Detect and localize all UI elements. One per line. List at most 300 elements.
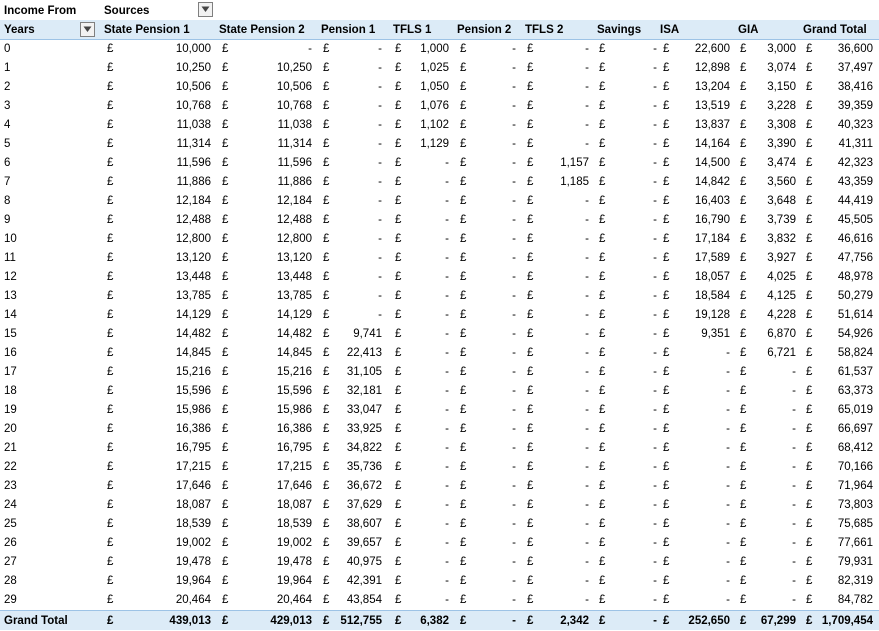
- currency-symbol: £: [395, 62, 402, 74]
- currency-symbol: £: [460, 195, 467, 207]
- value-cell: 43,854: [346, 594, 382, 606]
- value-cell: -: [445, 195, 449, 207]
- currency-symbol: £: [740, 138, 747, 150]
- value-cell: 1,000: [420, 43, 449, 55]
- value-cell: 13,519: [694, 100, 730, 112]
- value-cell: 10,250: [175, 62, 211, 74]
- table-row[interactable]: [0, 553, 879, 572]
- value-cell: -: [512, 442, 516, 454]
- currency-symbol: £: [107, 195, 114, 207]
- value-cell: -: [653, 290, 657, 302]
- currency-symbol: £: [222, 138, 229, 150]
- value-cell: 14,482: [175, 328, 211, 340]
- table-row[interactable]: [0, 439, 879, 458]
- currency-symbol: £: [460, 43, 467, 55]
- value-cell: 16,386: [175, 423, 211, 435]
- value-cell: -: [512, 157, 516, 169]
- column-header[interactable]: State Pension 1: [104, 24, 190, 36]
- value-cell: 3,739: [767, 214, 796, 226]
- value-cell: -: [585, 328, 589, 340]
- currency-symbol: £: [527, 575, 534, 587]
- currency-symbol: £: [740, 271, 747, 283]
- value-cell: 9,351: [701, 328, 730, 340]
- currency-symbol: £: [222, 404, 229, 416]
- currency-symbol: £: [599, 43, 606, 55]
- currency-symbol: £: [806, 347, 813, 359]
- value-cell: -: [445, 461, 449, 473]
- currency-symbol: £: [527, 81, 534, 93]
- currency-symbol: £: [740, 480, 747, 492]
- year-cell: 18: [4, 385, 17, 397]
- value-cell: 73,803: [837, 499, 873, 511]
- value-cell: 3,390: [767, 138, 796, 150]
- currency-symbol: £: [740, 309, 747, 321]
- currency-symbol: £: [527, 461, 534, 473]
- value-cell: 12,898: [694, 62, 730, 74]
- value-cell: -: [445, 594, 449, 606]
- currency-symbol: £: [323, 176, 330, 188]
- currency-symbol: £: [395, 404, 402, 416]
- currency-symbol: £: [599, 214, 606, 226]
- currency-symbol: £: [460, 423, 467, 435]
- pivot-body: [0, 40, 879, 610]
- value-cell: 10,000: [175, 43, 211, 55]
- currency-symbol: £: [663, 556, 670, 568]
- value-cell: -: [378, 252, 382, 264]
- currency-symbol: £: [527, 138, 534, 150]
- currency-symbol: £: [527, 233, 534, 245]
- currency-symbol: £: [740, 100, 747, 112]
- currency-symbol: £: [527, 271, 534, 283]
- value-cell: -: [512, 518, 516, 530]
- currency-symbol: £: [527, 594, 534, 606]
- value-cell: -: [726, 537, 730, 549]
- value-cell: -: [653, 271, 657, 283]
- currency-symbol: £: [599, 366, 606, 378]
- currency-symbol: £: [395, 176, 402, 188]
- currency-symbol: £: [323, 62, 330, 74]
- value-cell: 40,323: [837, 119, 873, 131]
- value-cell: -: [585, 537, 589, 549]
- value-cell: -: [445, 423, 449, 435]
- value-cell: 3,474: [767, 157, 796, 169]
- currency-symbol: £: [599, 442, 606, 454]
- value-cell: 13,204: [694, 81, 730, 93]
- grand-total-value: 6,382: [420, 615, 449, 627]
- value-cell: 3,074: [767, 62, 796, 74]
- table-row[interactable]: [0, 591, 879, 610]
- value-cell: 11,038: [277, 119, 312, 131]
- year-cell: 15: [4, 328, 17, 340]
- currency-symbol: £: [527, 404, 534, 416]
- value-cell: 3,560: [767, 176, 796, 188]
- year-cell: 2: [4, 81, 11, 93]
- value-cell: 46,616: [837, 233, 873, 245]
- table-row[interactable]: [0, 97, 879, 116]
- sources-filter-button[interactable]: [198, 2, 213, 17]
- value-cell: -: [653, 404, 657, 416]
- currency-symbol: £: [599, 62, 606, 74]
- grand-total-value: 429,013: [270, 615, 312, 627]
- currency-symbol: £: [222, 81, 229, 93]
- value-cell: -: [653, 214, 657, 226]
- value-cell: 6,870: [767, 328, 796, 340]
- currency-symbol: £: [222, 461, 229, 473]
- currency-symbol: £: [740, 214, 747, 226]
- value-cell: -: [653, 43, 657, 55]
- value-cell: 11,596: [176, 157, 211, 169]
- value-cell: 10,506: [175, 81, 211, 93]
- currency-symbol: £: [740, 615, 747, 627]
- currency-symbol: £: [740, 328, 747, 340]
- year-cell: 8: [4, 195, 11, 207]
- currency-symbol: £: [806, 480, 813, 492]
- currency-symbol: £: [663, 480, 670, 492]
- table-row[interactable]: [0, 192, 879, 211]
- currency-symbol: £: [460, 119, 467, 131]
- value-cell: -: [378, 62, 382, 74]
- currency-symbol: £: [806, 461, 813, 473]
- currency-symbol: £: [222, 499, 229, 511]
- currency-symbol: £: [222, 556, 229, 568]
- table-row[interactable]: [0, 249, 879, 268]
- value-cell: -: [726, 594, 730, 606]
- value-cell: 66,697: [837, 423, 873, 435]
- table-row[interactable]: [0, 572, 879, 591]
- grand-total-value: 67,299: [760, 615, 796, 627]
- currency-symbol: £: [527, 157, 534, 169]
- table-row[interactable]: [0, 496, 879, 515]
- currency-symbol: £: [323, 252, 330, 264]
- table-row[interactable]: [0, 287, 879, 306]
- value-cell: 43,359: [837, 176, 873, 188]
- value-cell: 18,087: [175, 499, 211, 511]
- currency-symbol: £: [460, 404, 467, 416]
- value-cell: 61,537: [837, 366, 873, 378]
- value-cell: -: [378, 290, 382, 302]
- currency-symbol: £: [107, 62, 114, 74]
- value-cell: -: [445, 176, 449, 188]
- value-cell: -: [512, 328, 516, 340]
- currency-symbol: £: [663, 615, 670, 627]
- currency-symbol: £: [460, 138, 467, 150]
- currency-symbol: £: [323, 518, 330, 530]
- table-row[interactable]: [0, 420, 879, 439]
- value-cell: -: [726, 347, 730, 359]
- value-cell: 20,464: [175, 594, 211, 606]
- currency-symbol: £: [460, 328, 467, 340]
- table-row[interactable]: [0, 268, 879, 287]
- table-row[interactable]: [0, 211, 879, 230]
- currency-symbol: £: [599, 119, 606, 131]
- table-row[interactable]: [0, 40, 879, 59]
- currency-symbol: £: [663, 62, 670, 74]
- currency-symbol: £: [599, 81, 606, 93]
- value-cell: 65,019: [837, 404, 873, 416]
- value-cell: -: [445, 556, 449, 568]
- currency-symbol: £: [806, 615, 813, 627]
- currency-symbol: £: [107, 138, 114, 150]
- currency-symbol: £: [599, 271, 606, 283]
- value-cell: 84,782: [837, 594, 873, 606]
- column-header[interactable]: State Pension 2: [219, 24, 305, 36]
- value-cell: 4,025: [767, 271, 796, 283]
- value-cell: -: [378, 81, 382, 93]
- currency-symbol: £: [663, 271, 670, 283]
- value-cell: -: [653, 119, 657, 131]
- value-cell: -: [653, 442, 657, 454]
- currency-symbol: £: [806, 233, 813, 245]
- currency-symbol: £: [806, 176, 813, 188]
- value-cell: 71,964: [837, 480, 873, 492]
- currency-symbol: £: [222, 594, 229, 606]
- value-cell: 54,926: [837, 328, 873, 340]
- currency-symbol: £: [395, 43, 402, 55]
- currency-symbol: £: [740, 594, 747, 606]
- value-cell: 14,129: [175, 309, 211, 321]
- value-cell: -: [792, 575, 796, 587]
- value-cell: 11,314: [176, 138, 211, 150]
- table-row[interactable]: [0, 230, 879, 249]
- column-header[interactable]: ISA: [660, 24, 680, 36]
- table-row[interactable]: [0, 78, 879, 97]
- currency-symbol: £: [107, 309, 114, 321]
- column-header[interactable]: GIA: [738, 24, 759, 36]
- currency-symbol: £: [663, 442, 670, 454]
- currency-symbol: £: [395, 556, 402, 568]
- value-cell: -: [585, 100, 589, 112]
- currency-symbol: £: [663, 195, 670, 207]
- value-cell: 14,845: [276, 347, 312, 359]
- currency-symbol: £: [527, 309, 534, 321]
- currency-symbol: £: [107, 100, 114, 112]
- currency-symbol: £: [222, 62, 229, 74]
- value-cell: 36,600: [837, 43, 873, 55]
- value-cell: -: [512, 366, 516, 378]
- table-row[interactable]: [0, 477, 879, 496]
- table-row[interactable]: [0, 325, 879, 344]
- year-cell: 16: [4, 347, 17, 359]
- currency-symbol: £: [806, 100, 813, 112]
- currency-symbol: £: [527, 252, 534, 264]
- currency-symbol: £: [323, 138, 330, 150]
- currency-symbol: £: [663, 366, 670, 378]
- currency-symbol: £: [107, 594, 114, 606]
- value-cell: 38,416: [837, 81, 873, 93]
- value-cell: -: [726, 480, 730, 492]
- currency-symbol: £: [107, 404, 114, 416]
- value-cell: -: [512, 138, 516, 150]
- table-row[interactable]: [0, 59, 879, 78]
- currency-symbol: £: [740, 195, 747, 207]
- currency-symbol: £: [395, 366, 402, 378]
- value-cell: 1,025: [420, 62, 449, 74]
- value-cell: -: [653, 347, 657, 359]
- value-cell: 51,614: [837, 309, 873, 321]
- table-row[interactable]: [0, 382, 879, 401]
- table-row[interactable]: [0, 534, 879, 553]
- value-cell: -: [512, 62, 516, 74]
- column-header[interactable]: Grand Total: [803, 24, 867, 36]
- value-cell: 13,120: [175, 252, 211, 264]
- year-cell: 20: [4, 423, 17, 435]
- value-cell: 31,105: [346, 366, 382, 378]
- currency-symbol: £: [663, 214, 670, 226]
- currency-symbol: £: [395, 347, 402, 359]
- currency-symbol: £: [107, 461, 114, 473]
- value-cell: -: [653, 138, 657, 150]
- currency-symbol: £: [460, 252, 467, 264]
- value-cell: 18,057: [694, 271, 730, 283]
- currency-symbol: £: [222, 366, 229, 378]
- value-cell: -: [585, 62, 589, 74]
- value-cell: -: [445, 347, 449, 359]
- currency-symbol: £: [323, 328, 330, 340]
- value-cell: -: [585, 233, 589, 245]
- value-cell: 10,506: [276, 81, 312, 93]
- currency-symbol: £: [323, 499, 330, 511]
- currency-symbol: £: [460, 556, 467, 568]
- currency-symbol: £: [599, 233, 606, 245]
- currency-symbol: £: [663, 328, 670, 340]
- value-cell: 50,279: [837, 290, 873, 302]
- value-cell: -: [512, 290, 516, 302]
- year-cell: 1: [4, 62, 11, 74]
- value-cell: -: [512, 119, 516, 131]
- value-cell: -: [378, 214, 382, 226]
- column-header[interactable]: Pension 1: [321, 24, 376, 36]
- value-cell: 47,756: [837, 252, 873, 264]
- currency-symbol: £: [527, 366, 534, 378]
- value-cell: -: [512, 537, 516, 549]
- value-cell: -: [653, 575, 657, 587]
- value-cell: 6,721: [767, 347, 796, 359]
- column-header[interactable]: Savings: [597, 24, 642, 36]
- currency-symbol: £: [527, 537, 534, 549]
- currency-symbol: £: [740, 518, 747, 530]
- currency-symbol: £: [323, 195, 330, 207]
- value-cell: 3,648: [767, 195, 796, 207]
- column-header[interactable]: Pension 2: [457, 24, 512, 36]
- table-row[interactable]: [0, 344, 879, 363]
- year-cell: 22: [4, 461, 17, 473]
- table-row[interactable]: [0, 458, 879, 477]
- value-cell: 19,478: [175, 556, 211, 568]
- currency-symbol: £: [663, 499, 670, 511]
- currency-symbol: £: [663, 252, 670, 264]
- column-header[interactable]: TFLS 1: [393, 24, 432, 36]
- value-cell: 17,646: [175, 480, 211, 492]
- currency-symbol: £: [527, 615, 534, 627]
- year-cell: 0: [4, 43, 11, 55]
- value-cell: 14,842: [694, 176, 730, 188]
- currency-symbol: £: [222, 442, 229, 454]
- value-cell: 37,629: [346, 499, 382, 511]
- table-row[interactable]: [0, 306, 879, 325]
- value-cell: -: [792, 461, 796, 473]
- currency-symbol: £: [663, 176, 670, 188]
- currency-symbol: £: [806, 556, 813, 568]
- currency-symbol: £: [806, 423, 813, 435]
- value-cell: -: [585, 43, 589, 55]
- currency-symbol: £: [395, 233, 402, 245]
- currency-symbol: £: [323, 347, 330, 359]
- value-cell: 16,795: [276, 442, 312, 454]
- pivot-field-header-row: [0, 0, 879, 20]
- currency-symbol: £: [806, 328, 813, 340]
- grand-total-value: 2,342: [560, 615, 589, 627]
- value-cell: -: [792, 423, 796, 435]
- table-row[interactable]: [0, 154, 879, 173]
- value-cell: -: [726, 499, 730, 511]
- table-row[interactable]: [0, 135, 879, 154]
- currency-symbol: £: [460, 366, 467, 378]
- table-row[interactable]: [0, 173, 879, 192]
- currency-symbol: £: [395, 518, 402, 530]
- value-cell: -: [585, 404, 589, 416]
- currency-symbol: £: [740, 252, 747, 264]
- currency-symbol: £: [663, 309, 670, 321]
- value-cell: 70,166: [837, 461, 873, 473]
- currency-symbol: £: [323, 100, 330, 112]
- currency-symbol: £: [460, 271, 467, 283]
- currency-symbol: £: [663, 119, 670, 131]
- grand-total-value: 512,755: [340, 615, 382, 627]
- currency-symbol: £: [323, 271, 330, 283]
- value-cell: -: [653, 309, 657, 321]
- value-cell: 44,419: [837, 195, 873, 207]
- year-cell: 9: [4, 214, 11, 226]
- value-cell: -: [378, 43, 382, 55]
- value-cell: -: [378, 138, 382, 150]
- currency-symbol: £: [599, 347, 606, 359]
- column-field-header: Sources: [104, 5, 150, 17]
- value-cell: 12,800: [175, 233, 211, 245]
- value-cell: -: [378, 195, 382, 207]
- currency-symbol: £: [107, 290, 114, 302]
- currency-symbol: £: [107, 176, 114, 188]
- value-cell: 58,824: [837, 347, 873, 359]
- currency-symbol: £: [527, 499, 534, 511]
- value-cell: 40,975: [346, 556, 382, 568]
- value-cell: -: [726, 556, 730, 568]
- value-cell: 10,768: [276, 100, 312, 112]
- value-cell: -: [308, 43, 312, 55]
- currency-symbol: £: [806, 309, 813, 321]
- currency-symbol: £: [527, 214, 534, 226]
- value-cell: -: [726, 423, 730, 435]
- years-filter-button[interactable]: [80, 22, 95, 37]
- currency-symbol: £: [806, 537, 813, 549]
- currency-symbol: £: [806, 62, 813, 74]
- column-header[interactable]: TFLS 2: [525, 24, 564, 36]
- table-row[interactable]: [0, 401, 879, 420]
- table-row[interactable]: [0, 116, 879, 135]
- table-row[interactable]: [0, 363, 879, 382]
- value-cell: -: [653, 423, 657, 435]
- currency-symbol: £: [323, 43, 330, 55]
- value-cell: 39,359: [837, 100, 873, 112]
- value-cell: -: [653, 233, 657, 245]
- currency-symbol: £: [222, 480, 229, 492]
- value-cell: 75,685: [837, 518, 873, 530]
- currency-symbol: £: [527, 423, 534, 435]
- value-cell: 17,215: [276, 461, 312, 473]
- currency-symbol: £: [806, 214, 813, 226]
- table-row[interactable]: [0, 515, 879, 534]
- currency-symbol: £: [107, 518, 114, 530]
- currency-symbol: £: [395, 271, 402, 283]
